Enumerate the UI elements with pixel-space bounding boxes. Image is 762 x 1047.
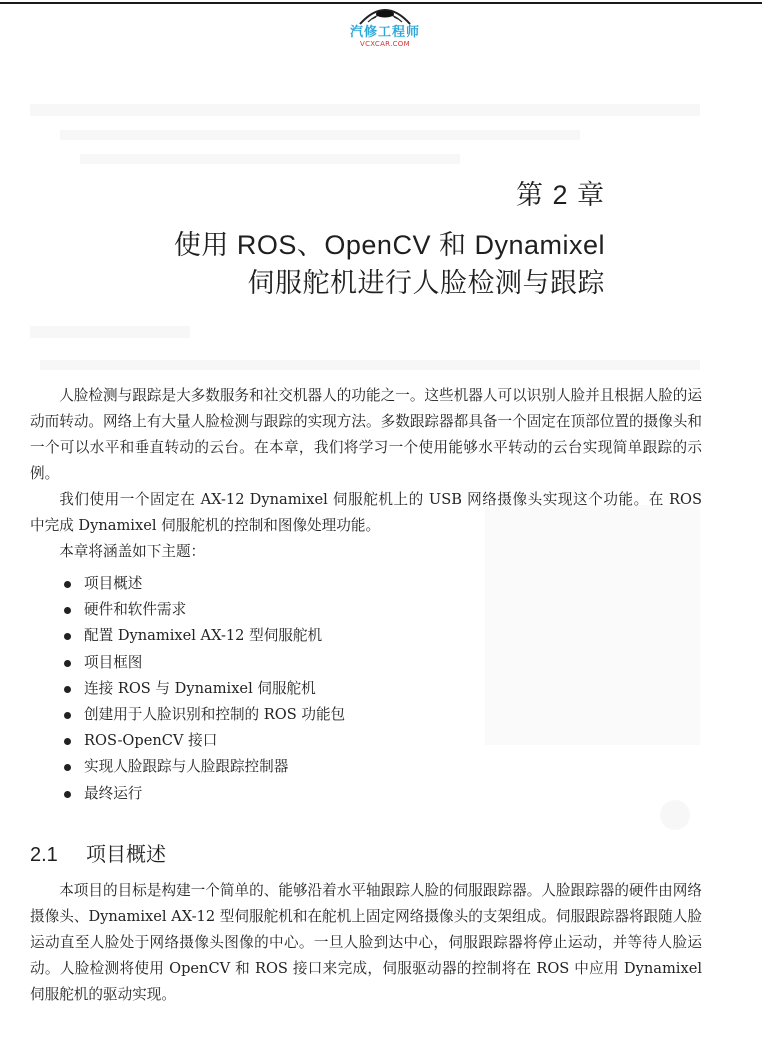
bullet-icon bbox=[64, 660, 71, 667]
list-item bbox=[64, 781, 345, 807]
section-paragraph-1: 本项目的目标是构建一个简单的、能够沿着水平轴跟踪人脸的伺服跟踪器。人脸跟踪器的硬件由网络摄像头、Dynamixel AX-12 型伺服舵机和在舵机上固定网络摄像头的支架组成。伺服跟踪器将跟随人脸运动直至人脸处于网络摄像头图像的中心。一旦人脸到达中心，伺服跟踪器将停止运动，并等待人脸运动。人脸检测将使用 OpenCV 和 ROS 接口来完成，伺服驱动器的控制将在 ROS 中应用 Dynamixel 伺服舵机的驱动实现。 bbox=[30, 882, 702, 1003]
car-logo-icon bbox=[354, 2, 416, 26]
chapter-title-line-2: 伺服舵机进行人脸检测与跟踪 bbox=[247, 268, 605, 298]
bullet-icon bbox=[64, 738, 71, 745]
bullet-icon bbox=[64, 686, 71, 693]
bleed-through-block bbox=[30, 326, 190, 338]
bullet-icon bbox=[64, 791, 71, 798]
bullet-icon bbox=[64, 581, 71, 588]
chapter-header bbox=[174, 178, 605, 302]
intro-paragraph-2: 我们使用一个固定在 AX-12 Dynamixel 伺服舵机上的 USB 网络摄像头实现这个功能。在 ROS 中完成 Dynamixel 伺服舵机的控制和图像处理功能。 bbox=[30, 491, 702, 534]
list-item bbox=[64, 623, 345, 649]
chapter-intro bbox=[30, 383, 702, 565]
topic-label: 创建用于人脸识别和控制的 ROS 功能包 bbox=[84, 706, 346, 724]
bullet-icon bbox=[64, 607, 71, 614]
topic-label: 项目框图 bbox=[84, 653, 143, 671]
intro-paragraph-1: 人脸检测与跟踪是大多数服务和社交机器人的功能之一。这些机器人可以识别人脸并且根据人脸的运动而转动。网络上有大量人脸检测与跟踪的实现方法。多数跟踪器都具备一个固定在顶部位置的摄像头和一个可以水平和垂直转动的云台。在本章，我们将学习一个使用能够水平转动的云台实现简单跟踪的示例。 bbox=[30, 387, 702, 482]
bullet-icon bbox=[64, 712, 71, 719]
site-watermark bbox=[335, 2, 435, 50]
topic-label: 项目概述 bbox=[84, 575, 143, 592]
topic-label: 连接 ROS 与 Dynamixel 伺服舵机 bbox=[84, 679, 316, 697]
list-item bbox=[64, 650, 345, 676]
list-item bbox=[64, 754, 345, 780]
section-title: 项目概述 bbox=[86, 844, 166, 866]
bleed-through-block bbox=[30, 104, 700, 116]
bleed-through-block bbox=[40, 360, 700, 370]
bleed-through-block bbox=[80, 154, 460, 164]
topic-label: 实现人脸跟踪与人脸跟踪控制器 bbox=[84, 758, 289, 776]
chapter-title-line-1: 使用 ROS、OpenCV 和 Dynamixel bbox=[173, 230, 605, 260]
section-body bbox=[30, 878, 702, 1008]
section-number: 2.1 bbox=[30, 844, 58, 866]
list-item bbox=[64, 728, 345, 754]
bullet-icon bbox=[64, 633, 71, 640]
list-item bbox=[64, 702, 345, 728]
watermark-en-text: VCXCAR.COM bbox=[360, 40, 410, 48]
topic-label: 配置 Dynamixel AX-12 型伺服舵机 bbox=[84, 627, 323, 645]
topic-label: 硬件和软件需求 bbox=[84, 601, 187, 619]
list-item bbox=[64, 597, 345, 623]
chapter-number: 第 2 章 bbox=[515, 180, 605, 210]
watermark-cn-text: 汽修工程师 bbox=[349, 25, 420, 40]
bleed-through-block bbox=[660, 800, 690, 830]
intro-paragraph-3: 本章将涵盖如下主题： bbox=[59, 543, 206, 560]
section-heading bbox=[30, 841, 166, 869]
list-item bbox=[64, 676, 345, 702]
list-item bbox=[64, 571, 345, 597]
bullet-icon bbox=[64, 764, 71, 771]
bleed-through-block bbox=[60, 130, 580, 140]
topic-label: ROS-OpenCV 接口 bbox=[84, 732, 218, 750]
topic-label: 最终运行 bbox=[84, 784, 143, 802]
topic-list bbox=[64, 571, 345, 807]
